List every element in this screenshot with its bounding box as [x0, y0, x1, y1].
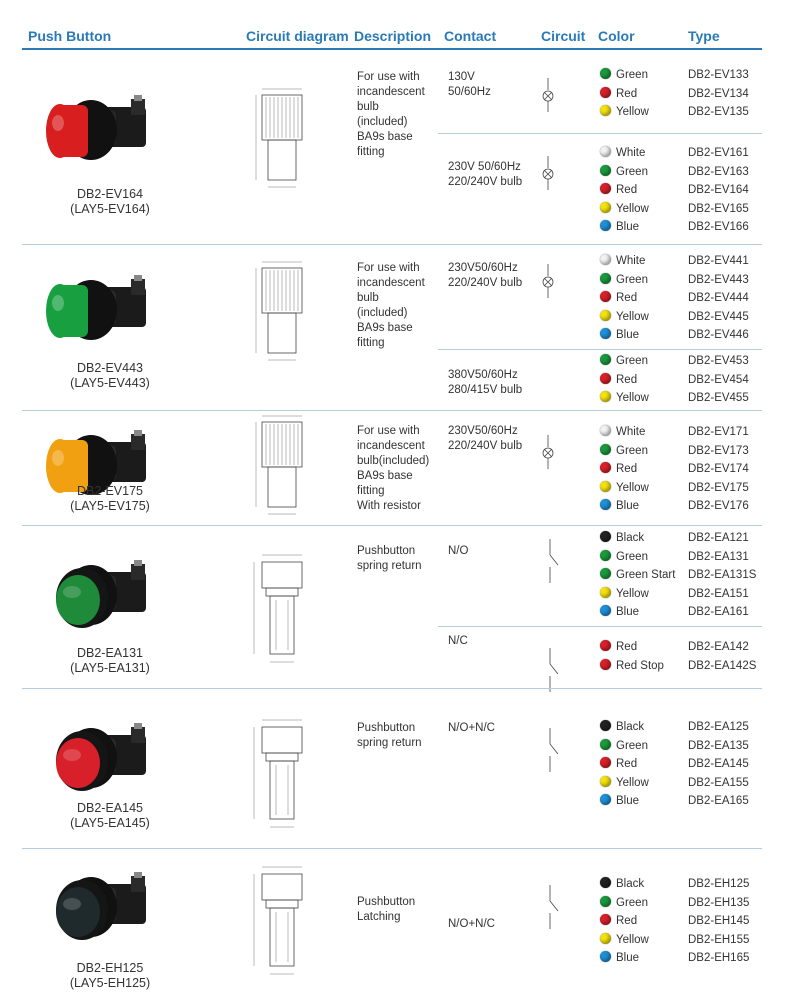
header-circuit-diagram: Circuit diagram [246, 28, 349, 44]
row-divider [22, 525, 762, 526]
type-code: DB2-EH145 [688, 915, 750, 927]
group-divider [438, 626, 762, 627]
color-label: Black [616, 878, 645, 890]
dimension-drawing [244, 550, 324, 680]
color-option [600, 638, 637, 657]
color-swatch-icon [600, 354, 611, 365]
color-option [600, 792, 639, 811]
color-option [600, 352, 648, 371]
type-code: DB2-EA142S [688, 659, 757, 672]
color-swatch-icon [600, 933, 611, 944]
color-option [600, 163, 648, 182]
type-code: DB2-EA165 [688, 795, 749, 807]
dimension-drawing [244, 258, 324, 373]
color-option [600, 371, 637, 390]
color-option [600, 875, 644, 894]
color-swatch-icon [600, 531, 611, 542]
header-contact: Contact [444, 28, 497, 44]
color-label: Blue [616, 795, 640, 807]
type-code: DB2-EV161 [688, 147, 749, 159]
color-option [600, 103, 649, 122]
color-option [600, 85, 637, 104]
color-label: Blue [616, 952, 640, 964]
color-swatch-icon [600, 720, 611, 731]
type-code: DB2-EV443 [688, 273, 749, 286]
contact-text: 230V50/60Hz 220/240V bulb [448, 425, 523, 452]
color-option [600, 423, 645, 442]
color-option [600, 949, 639, 968]
contact-text: N/O+N/C [448, 722, 495, 734]
header-color: Color [598, 28, 635, 44]
description-text: For use with incandescent bulb (included) BA9s base fitting [357, 71, 425, 158]
color-label: Yellow [616, 392, 649, 404]
contact-text: 230V50/60Hz 220/240V bulb [448, 262, 523, 289]
color-label: Green [616, 355, 648, 367]
color-swatch-icon [600, 328, 611, 339]
color-swatch-icon [600, 914, 611, 925]
color-swatch-icon [600, 896, 611, 907]
dimension-drawing [244, 85, 324, 200]
color-option [600, 931, 649, 950]
type-code: DB2-EV174 [688, 463, 749, 475]
color-label: Green [616, 69, 648, 81]
contact-text: N/C [448, 635, 468, 647]
color-swatch-icon [600, 739, 611, 750]
type-code: DB2-EV454 [688, 373, 749, 386]
description-text: For use with incandescent bulb (included) BA9s base fitting [357, 262, 425, 349]
color-swatch-icon [600, 659, 611, 670]
type-code: DB2-EV165 [688, 202, 749, 215]
color-label: White [616, 426, 646, 438]
color-option [600, 326, 639, 345]
color-swatch-icon [600, 254, 611, 265]
color-label: Red [616, 463, 638, 475]
color-swatch-icon [600, 877, 611, 888]
color-swatch-icon [600, 462, 611, 473]
dimension-drawing [244, 412, 324, 527]
color-label: Green [616, 896, 648, 909]
circuit-symbol [540, 879, 580, 940]
type-code: DB2-EV166 [688, 221, 749, 233]
color-option [600, 460, 637, 479]
color-swatch-icon [600, 425, 611, 436]
description-text: For use with incandescent bulb(included) BA9s base fitting With resistor [357, 425, 430, 512]
product-image [36, 265, 156, 370]
color-option [600, 66, 648, 85]
color-label: Yellow [616, 310, 649, 323]
color-label: Green [616, 273, 648, 286]
color-swatch-icon [600, 499, 611, 510]
color-option [600, 894, 648, 913]
type-code: DB2-EV171 [688, 426, 749, 438]
color-label: Green [616, 739, 648, 752]
color-label: Yellow [616, 933, 649, 946]
color-label: Red [616, 373, 638, 386]
type-code: DB2-EV446 [688, 329, 749, 341]
color-swatch-icon [600, 794, 611, 805]
type-code: DB2-EV163 [688, 165, 749, 178]
type-code: DB2-EH135 [688, 896, 750, 909]
circuit-symbol [540, 533, 580, 594]
row-divider [22, 244, 762, 245]
color-option [600, 479, 649, 498]
type-code: DB2-EH125 [688, 878, 750, 890]
color-option [600, 718, 644, 737]
color-swatch-icon [600, 310, 611, 321]
color-swatch-icon [600, 87, 611, 98]
model-label: DB2-EV443 (LAY5-EV443) [70, 361, 150, 390]
header-type: Type [688, 28, 720, 44]
color-option [600, 737, 648, 756]
color-swatch-icon [600, 105, 611, 116]
color-swatch-icon [600, 587, 611, 598]
type-code: DB2-EA131S [688, 569, 757, 581]
color-option [600, 603, 639, 622]
color-option [600, 200, 649, 219]
type-code: DB2-EA131 [688, 550, 749, 563]
color-label: Red [616, 641, 638, 653]
product-image [36, 862, 156, 967]
type-code: DB2-EV176 [688, 500, 749, 512]
model-label: DB2-EH125 (LAY5-EH125) [69, 961, 151, 990]
type-code: DB2-EV164 [688, 184, 749, 196]
type-code: DB2-EV453 [688, 355, 749, 367]
color-swatch-icon [600, 757, 611, 768]
color-label: Red [616, 758, 638, 770]
contact-text: N/O+N/C [448, 918, 495, 930]
color-swatch-icon [600, 391, 611, 402]
contact-text: 130V 50/60Hz [448, 71, 491, 98]
color-swatch-icon [600, 68, 611, 79]
color-option [600, 389, 649, 408]
color-option [600, 497, 639, 516]
dimension-drawing [244, 715, 324, 845]
contact-text: N/O [448, 545, 469, 557]
color-option [600, 218, 639, 237]
color-label: Red [616, 87, 638, 100]
color-label: White [616, 147, 646, 159]
model-label: DB2-EV164 (LAY5-EV164) [70, 187, 150, 216]
type-code: DB2-EA161 [688, 606, 749, 618]
model-label: DB2-EA131 (LAY5-EA131) [70, 646, 150, 675]
dimension-drawing [244, 862, 324, 992]
header-divider [22, 48, 762, 50]
header-push-button: Push Button [28, 28, 112, 44]
type-code: DB2-EV175 [688, 481, 749, 494]
color-swatch-icon [600, 202, 611, 213]
type-code: DB2-EH155 [688, 933, 750, 946]
type-code: DB2-EV134 [688, 87, 749, 100]
type-code: DB2-EA151 [688, 587, 749, 600]
circuit-symbol [540, 642, 580, 703]
type-code: DB2-EA155 [688, 776, 749, 789]
color-option [600, 566, 675, 585]
color-option [600, 585, 649, 604]
description-text: Pushbutton spring return [357, 722, 422, 749]
group-divider [438, 349, 762, 350]
color-swatch-icon [600, 291, 611, 302]
color-swatch-icon [600, 776, 611, 787]
color-swatch-icon [600, 373, 611, 384]
row-divider [22, 848, 762, 849]
color-label: Blue [616, 329, 640, 341]
color-label: Yellow [616, 481, 649, 494]
color-label: Green [616, 165, 648, 178]
type-code: DB2-EA142 [688, 641, 749, 653]
header-description: Description [354, 28, 432, 44]
model-label: DB2-EV175 (LAY5-EV175) [70, 484, 150, 513]
color-label: Yellow [616, 106, 649, 118]
color-label: Red [616, 292, 638, 304]
product-image [36, 85, 156, 190]
type-code: DB2-EA121 [688, 532, 749, 544]
color-option [600, 308, 649, 327]
color-option [600, 144, 645, 163]
color-option [600, 548, 648, 567]
color-swatch-icon [600, 640, 611, 651]
color-label: Green [616, 550, 648, 563]
color-label: White [616, 255, 646, 267]
type-code: DB2-EA125 [688, 721, 749, 733]
contact-text: 380V50/60Hz 280/415V bulb [448, 369, 523, 396]
type-code: DB2-EH165 [688, 952, 750, 964]
color-option [600, 442, 648, 461]
type-code: DB2-EA145 [688, 758, 749, 770]
type-code: DB2-EV135 [688, 106, 749, 118]
color-label: Black [616, 721, 645, 733]
color-label: Blue [616, 500, 640, 512]
color-swatch-icon [600, 444, 611, 455]
type-code: DB2-EV133 [688, 69, 749, 81]
color-swatch-icon [600, 605, 611, 616]
color-swatch-icon [600, 951, 611, 962]
color-swatch-icon [600, 165, 611, 176]
color-option [600, 912, 637, 931]
color-label: Red [616, 915, 638, 927]
circuit-symbol [540, 256, 580, 317]
color-option [600, 755, 637, 774]
row-divider [22, 410, 762, 411]
color-label: Yellow [616, 587, 649, 600]
color-swatch-icon [600, 146, 611, 157]
circuit-symbol [540, 148, 580, 209]
color-swatch-icon [600, 273, 611, 284]
color-label: Yellow [616, 202, 649, 215]
color-label: Green [616, 444, 648, 457]
color-label: Green Start [616, 569, 676, 581]
color-option [600, 289, 637, 308]
model-label: DB2-EA145 (LAY5-EA145) [70, 801, 150, 830]
type-code: DB2-EA135 [688, 739, 749, 752]
type-code: DB2-EV444 [688, 292, 749, 304]
type-code: DB2-EV455 [688, 392, 749, 404]
circuit-symbol [540, 722, 580, 783]
description-text: Pushbutton spring return [357, 545, 422, 572]
color-swatch-icon [600, 220, 611, 231]
color-option [600, 271, 648, 290]
color-label: Red [616, 184, 638, 196]
row-divider [22, 688, 762, 689]
color-swatch-icon [600, 183, 611, 194]
color-option [600, 774, 649, 793]
circuit-symbol [540, 427, 580, 488]
color-option [600, 181, 637, 200]
type-code: DB2-EV445 [688, 310, 749, 323]
color-swatch-icon [600, 568, 611, 579]
color-option [600, 657, 664, 676]
header-circuit: Circuit [541, 28, 586, 44]
type-code: DB2-EV441 [688, 255, 749, 267]
color-option [600, 252, 645, 271]
color-label: Black [616, 532, 645, 544]
type-code: DB2-EV173 [688, 444, 749, 457]
color-label: Blue [616, 221, 640, 233]
color-swatch-icon [600, 550, 611, 561]
color-option [600, 529, 644, 548]
circuit-symbol [540, 70, 580, 131]
description-text: Pushbutton Latching [357, 896, 416, 923]
color-swatch-icon [600, 481, 611, 492]
color-label: Red Stop [616, 659, 664, 672]
contact-text: 230V 50/60Hz 220/240V bulb [448, 161, 523, 188]
product-image [36, 550, 156, 655]
color-label: Blue [616, 606, 640, 618]
color-label: Yellow [616, 776, 649, 789]
group-divider [438, 133, 762, 134]
